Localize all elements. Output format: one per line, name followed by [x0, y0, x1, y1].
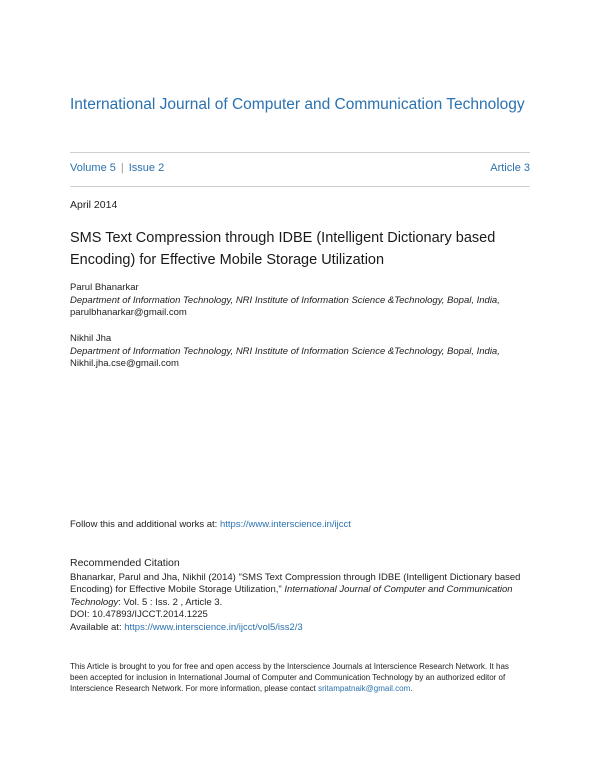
- citation-body: [70, 572, 535, 610]
- author-affiliation: Department of Information Technology, NRI Institute of Information Science &Technology, Bopal, India,: [70, 345, 500, 357]
- notice-text: This Article is brought to you for free and open access by the Interscience Journals at Interscience Research Network. It has been accepted for inclusion in International Journal of Computer and Communication Technology by an authorized editor of Interscience Research Network. For more information, please contact: [70, 662, 509, 693]
- issue-link[interactable]: Issue 2: [128, 162, 165, 174]
- open-access-notice: [70, 661, 525, 694]
- follow-line: [70, 519, 351, 530]
- author-name: Nikhil Jha: [70, 333, 112, 344]
- divider-bottom: [70, 186, 530, 187]
- contact-email-link[interactable]: sritampatnaik@gmail.com: [318, 684, 411, 693]
- author-email: parulbhanarkar@gmail.com: [70, 307, 187, 318]
- journal-title[interactable]: International Journal of Computer and Communication Technology: [70, 96, 525, 113]
- citation-text: Bhanarkar, Parul and Jha, Nikhil (2014) "SMS Text Compression through IDBE (Intelligent Dictionary based Encoding) for Effective Mobile Storage Utilization,": [70, 571, 521, 595]
- author-email: Nikhil.jha.cse@gmail.com: [70, 358, 179, 369]
- issue-navigation: [70, 162, 530, 178]
- volume-link[interactable]: Volume 5: [70, 162, 116, 174]
- author-name: Parul Bhanarkar: [70, 282, 139, 293]
- follow-url-link[interactable]: https://www.interscience.in/ijcct: [219, 519, 351, 530]
- recommended-citation: [70, 557, 535, 634]
- article-link[interactable]: Article 3: [490, 162, 530, 174]
- citation-journal: International Journal of Computer and Communication Technology: [70, 584, 513, 608]
- available-label: Available at:: [70, 621, 125, 633]
- follow-text: Follow this and additional works at:: [70, 519, 220, 530]
- divider-top: [70, 152, 530, 153]
- author-block: [70, 333, 540, 371]
- citation-available: [70, 622, 535, 635]
- author-affiliation: Department of Information Technology, NRI Institute of Information Science &Technology, Bopal, India,: [70, 294, 500, 306]
- citation-heading: Recommended Citation: [70, 557, 180, 569]
- available-url-link[interactable]: https://www.interscience.in/ijcct/vol5/iss2/3: [124, 621, 303, 633]
- paper-title: SMS Text Compression through IDBE (Intelligent Dictionary based Encoding) for Effective Mobile Storage Utilization: [70, 230, 496, 268]
- citation-volume-info: : Vol. 5 : Iss. 2 , Article 3.: [118, 596, 223, 608]
- notice-end: .: [410, 684, 413, 693]
- publication-date: April 2014: [70, 199, 118, 211]
- citation-doi: DOI: 10.47893/IJCCT.2014.1225: [70, 609, 208, 620]
- separator: |: [120, 162, 124, 174]
- author-block: [70, 282, 540, 320]
